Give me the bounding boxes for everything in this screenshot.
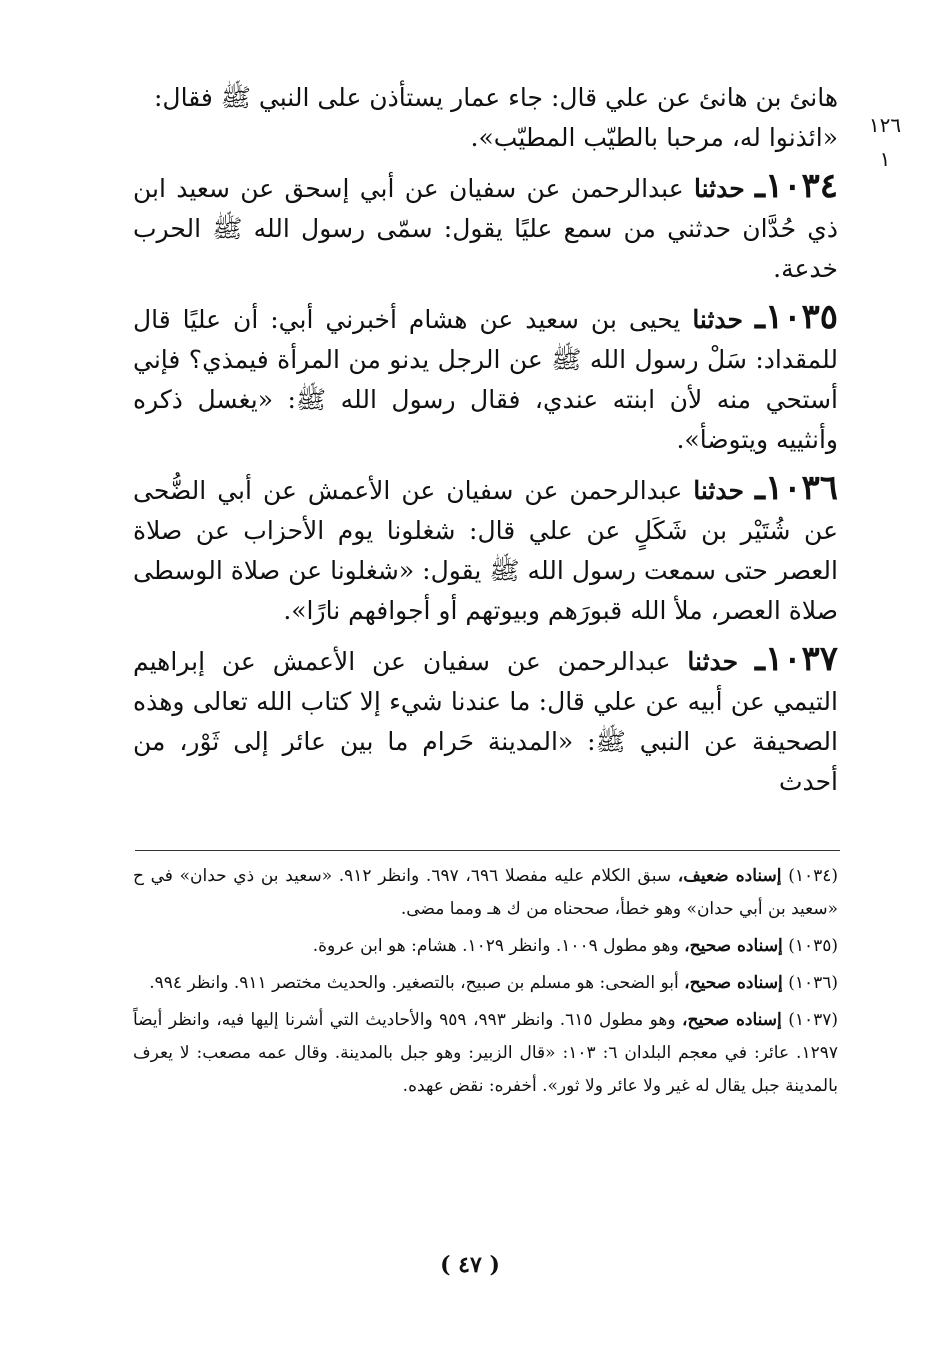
hadith-number: ١٠٣٧ـ [754,639,838,679]
hadith-keyword: حدثنا [693,476,744,505]
footnote-1037 [133,1004,838,1103]
hadith-keyword: حدثنا [687,647,739,676]
margin-note-bottom: ١ [879,147,891,171]
footnote-ref: (١٠٣٥) [788,936,838,956]
hadith-1035 [133,297,838,460]
footnote-text: وهو مطول ١٠٠٩. وانظر ١٠٢٩. هشام: هو ابن عروة. [312,936,685,956]
intro-line-2: «ائذنوا له، مرحبا بالطيّب المطيّب». [470,123,838,152]
footnote-grade: إسناده صحيح، [682,1010,782,1030]
footnote-1035 [133,930,838,963]
footnote-grade: إسناده صحيح، [684,936,783,956]
footnote-ref: (١٠٣٤) [788,866,839,886]
hadith-keyword: حدثنا [692,305,744,334]
footnote-grade: إسناده ضعيف، [677,866,782,886]
hadith-keyword: حدثنا [693,174,745,203]
footnotes [133,860,838,1107]
footnote-ref: (١٠٣٦) [788,973,838,993]
hadith-1037 [133,639,838,802]
intro-line-1: هانئ بن هانئ عن علي قال: جاء عمار يستأذن على النبي ﷺ فقال: [154,83,838,112]
hadith-text: عبدالرحمن عن سفيان عن الأعمش عن أبي الضُّحى عن شُتَيْر بن شَكَلٍ عن علي قال: شغلونا يوم الأحزاب عن صلاة العصر حتى سمعت رسول الله ﷺ يقول: «شغلونا عن صلاة الوسطى صلاة العصر، ملأ الله قبورَهم وبيوتهم أو أجوافهم نارًا». [133,476,838,625]
hadith-number: ١٠٣٦ـ [754,468,838,508]
intro-paragraph [133,78,838,158]
footnote-text: وهو مطول ٦١٥. وانظر ٩٩٣، ٩٥٩ والأحاديث التي أشرنا إليها فيه، وانظر أيضاً ١٢٩٧. عائر: في معجم البلدان ٦: ١٠٣: «قال الزبير: وهو جبل بالمدينة. وقال عمه مصعب: لا يعرف بالمدينة جبل يقال له غير ولا عائر ولا ثور». أخفره: نقض عهده. [133,1010,838,1096]
footnote-1034 [133,860,838,926]
footnote-ref: (١٠٣٧) [788,1010,839,1030]
page-number: ( ٤٧ ) [440,1252,500,1278]
hadith-1036 [133,468,838,631]
footnote-separator [135,850,840,851]
footnote-text: سبق الكلام عليه مفصلا ٦٩٦، ٦٩٧. وانظر ٩١٢. «سعيد بن ذي حدان» في ح «سعيد بن أبي حدان» وهو خطأ، صححناه من ك هـ ومما مضى. [133,866,838,919]
main-text [133,78,838,802]
hadith-1034 [133,166,838,289]
hadith-number: ١٠٣٤ـ [754,166,838,206]
margin-note-top: ١٢٦ [868,113,902,137]
footnote-text: أبو الضحى: هو مسلم بن صبيح، بالتصغير. والحديث مختصر ٩١١. وانظر ٩٩٤. [149,973,685,993]
hadith-number: ١٠٣٥ـ [754,297,838,337]
hadith-text: يحيى بن سعيد عن هشام أخبرني أبي: أن عليًا قال للمقداد: سَلْ رسول الله ﷺ عن الرجل يدنو من المرأة فيمذي؟ فإني أستحي منه لأن ابنته عندي، فقال رسول الله ﷺ: «يغسل ذكره وأنثييه ويتوضأ». [133,305,838,454]
hadith-text: عبدالرحمن عن سفيان عن الأعمش عن إبراهيم التيمي عن أبيه عن علي قال: ما عندنا شيء إلا كتاب الله تعالى وهذه الصحيفة عن النبي ﷺ: «المدينة حَرام ما بين عائر إلى ثَوْر، من أحدث [133,647,838,796]
footnote-grade: إسناده صحيح، [684,973,783,993]
footnote-1036 [133,967,838,1000]
hadith-text: عبدالرحمن عن سفيان عن أبي إسحق عن سعيد ابن ذي حُدَّان حدثني من سمع عليًا يقول: سمّى رسول الله ﷺ الحرب خدعة. [133,174,838,283]
